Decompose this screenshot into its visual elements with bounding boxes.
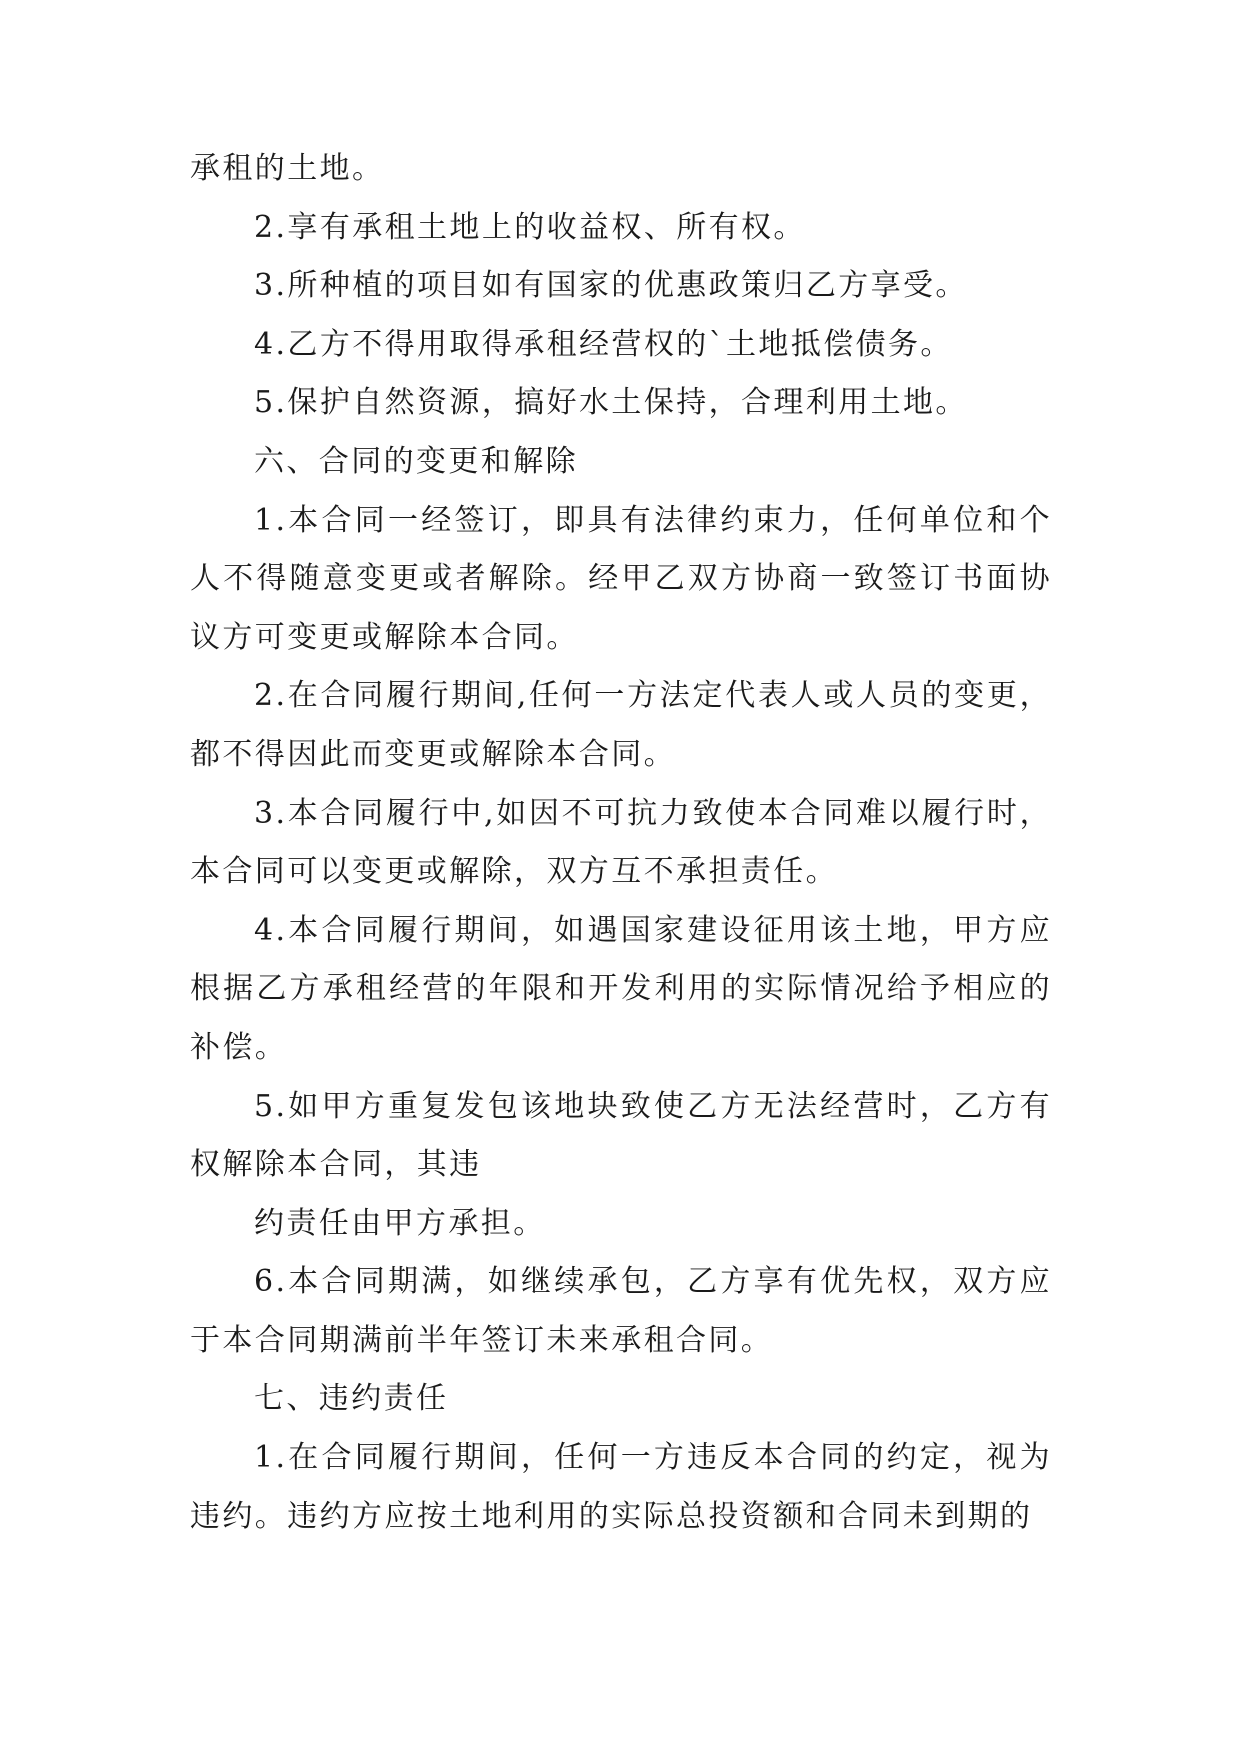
- clause-6-4: 4.本合同履行期间，如遇国家建设征用该土地，甲方应根据乙方承租经营的年限和开发利用的实际情况给予相应的补偿。: [190, 912, 1052, 1065]
- section-heading-7: 七、违约责任: [254, 1381, 449, 1417]
- clause-5-3: 3.所种植的项目如有国家的优惠政策归乙方享受。: [254, 268, 968, 304]
- clause-5-5: 5.保护自然资源，搞好水土保持，合理利用土地。: [254, 385, 968, 421]
- section-heading-6: 六、合同的变更和解除: [254, 443, 578, 479]
- clause-5-2: 2.享有承租土地上的收益权、所有权。: [254, 209, 806, 245]
- paragraph-continuation: 承租的土地。: [190, 151, 385, 186]
- clause-6-6: 6.本合同期满，如继续承包，乙方享有优先权，双方应于本合同期满前半年签订未来承租合同。: [190, 1264, 1052, 1358]
- clause-5-4: 4.乙方不得用取得承租经营权的`土地抵偿债务。: [254, 326, 953, 362]
- clause-7-1: 1.在合同履行期间，任何一方违反本合同的约定，视为违约。违约方应按土地利用的实际总投资额和合同未到期的: [190, 1440, 1052, 1534]
- clause-6-5-continued: 约责任由甲方承担。: [254, 1205, 546, 1241]
- clause-6-1: 1.本合同一经签订，即具有法律约束力，任何单位和个人不得随意变更或者解除。经甲乙双方协商一致签订书面协议方可变更或解除本合同。: [190, 502, 1052, 655]
- clause-6-5: 5.如甲方重复发包该地块致使乙方无法经营时，乙方有权解除本合同，其违: [190, 1088, 1052, 1183]
- clause-6-3: 3.本合同履行中,如因不可抗力致使本合同难以履行时，本合同可以变更或解除，双方互不承担责任。: [190, 795, 1052, 890]
- document-page: [190, 140, 1052, 1546]
- clause-6-2: 2.在合同履行期间,任何一方法定代表人或人员的变更，都不得因此而变更或解除本合同。: [190, 678, 1052, 772]
